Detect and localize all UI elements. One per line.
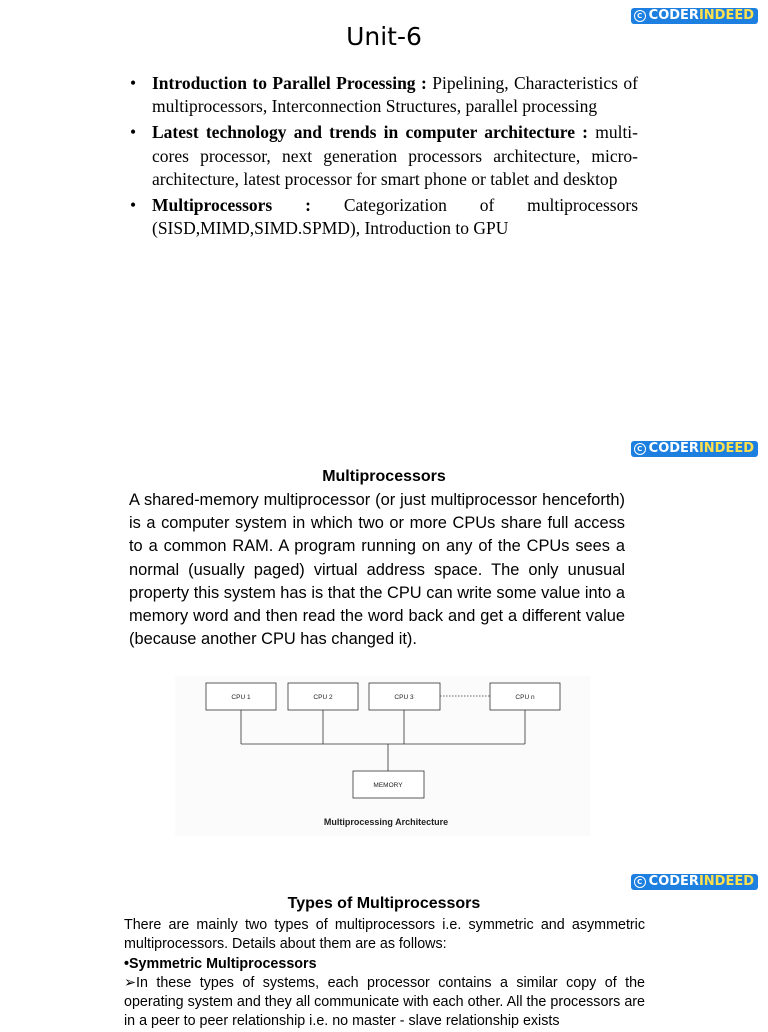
logo-text-coder: CODER [648, 874, 699, 889]
cpu-label: CPU n [515, 694, 535, 701]
memory-label: MEMORY [373, 782, 403, 789]
logo-text-indeed: INDEED [698, 874, 754, 889]
cpu-label: CPU 2 [313, 694, 333, 701]
logo-copyright-icon: C [634, 876, 646, 888]
topic-text: Pipelining, Characteristics of multiprocessors, Interconnection Structures, parallel processing [152, 73, 638, 117]
subheading: •Symmetric Multiprocessors [124, 955, 317, 972]
coder-indeed-logo [631, 874, 758, 890]
cpu-label: CPU 1 [231, 694, 251, 701]
logo-copyright-icon: C [634, 10, 646, 22]
diagram-caption: Multiprocessing Architecture [323, 817, 449, 827]
topic-heading: Latest technology and trends in computer architecture : [152, 122, 589, 143]
cpu-label: CPU 3 [394, 694, 414, 701]
topic-heading: Multiprocessors : [152, 195, 311, 216]
topic-text: Categorization of multiprocessors (SISD,MIMD,SIMD.SPMD), Introduction to GPU [152, 195, 639, 239]
section-heading: Multiprocessors [322, 468, 446, 485]
topic-item [128, 121, 638, 191]
multiprocessing-architecture-diagram [175, 676, 590, 836]
topic-item [128, 72, 638, 118]
logo-text-coder: CODER [648, 8, 699, 23]
logo-text-indeed: INDEED [698, 8, 754, 23]
intro-text: There are mainly two types of multiprocessors i.e. symmetric and asymmetric multiprocessors. Details about them are as follows: [124, 917, 645, 953]
section-paragraph: A shared-memory multiprocessor (or just multiprocessor henceforth) is a computer system in which two or more CPUs share full access to a common RAM. A program running on any of the CPUs sees a normal (usually paged) virtual address space. The only unusual property this system has is that the CPU can write some value into a memory word and then read the word back and get a different value (because another CPU has changed it). [129, 491, 625, 649]
topic-list [128, 72, 638, 243]
logo-text-indeed: INDEED [698, 441, 754, 456]
coder-indeed-logo [631, 441, 758, 457]
section-heading: Types of Multiprocessors [287, 895, 481, 912]
logo-text-coder: CODER [648, 441, 699, 456]
topic-heading: Introduction to Parallel Processing : [152, 73, 427, 93]
body-text: ➢In these types of systems, each processor contains a similar copy of the operating system and they all communicate with each other. All the processors are in a peer to peer relationship i.e. no master - slave relationship exists [124, 974, 645, 1030]
section-body [124, 916, 645, 1032]
logo-copyright-icon: C [634, 443, 646, 455]
topic-item [128, 194, 638, 240]
page-title: Unit-6 [346, 22, 422, 51]
topic-text: multi-cores processor, next generation processors architecture, micro-architecture, latest processor for smart phone or tablet and desktop [152, 122, 638, 189]
